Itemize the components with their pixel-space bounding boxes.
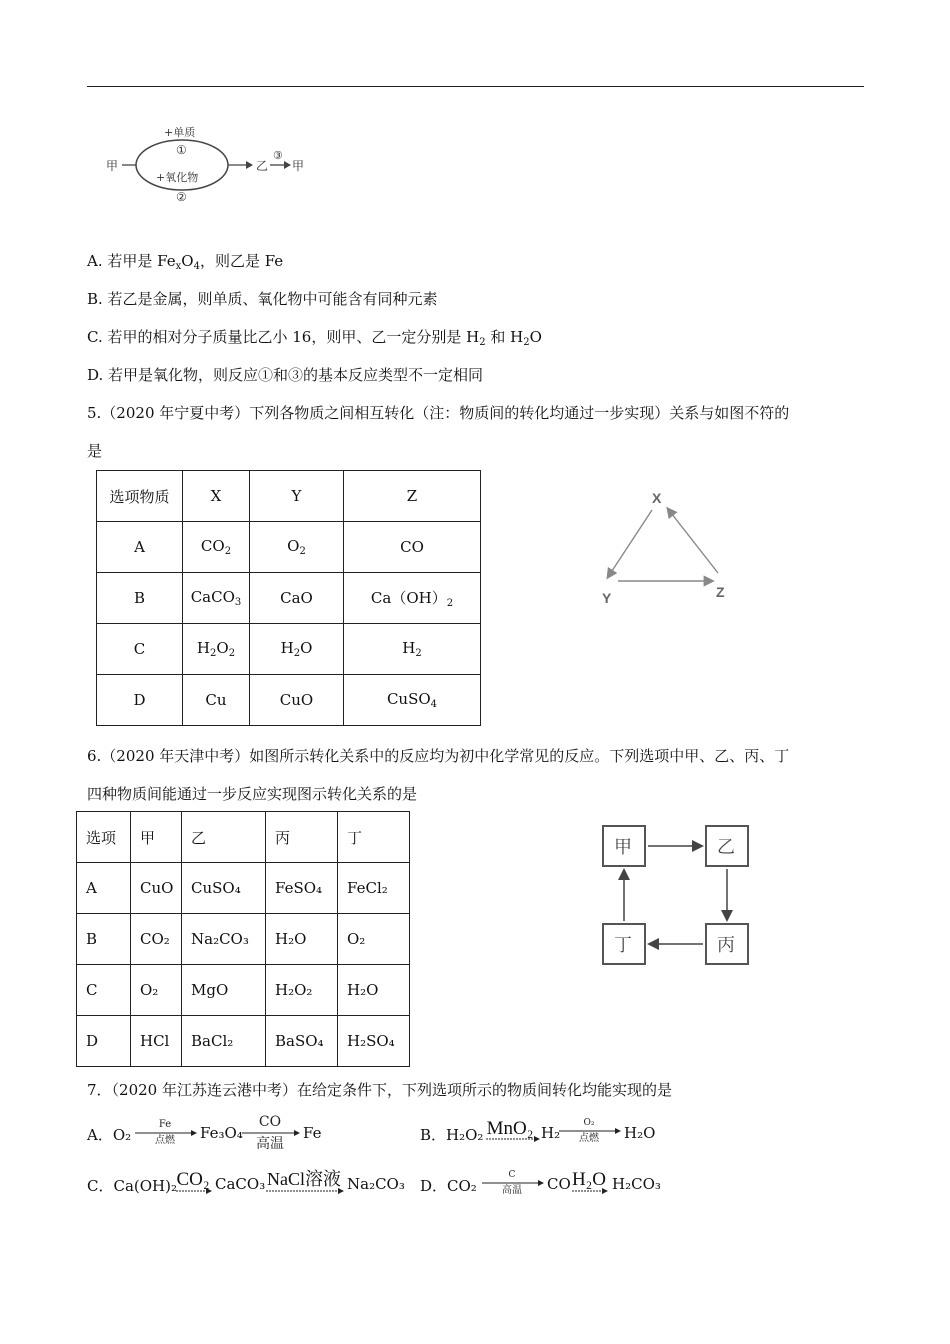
fig4-circle3: ③: [273, 149, 283, 162]
table-row: [77, 1016, 410, 1067]
table-row: [97, 471, 481, 522]
q5-cell: A: [97, 522, 183, 573]
q7-option-b-label: B．H₂O₂: [420, 1126, 484, 1144]
q6-label-jia: 甲: [614, 837, 632, 858]
q5-header-cell: 选项物质: [97, 471, 183, 522]
q6-cell: BaSO₄: [266, 1016, 338, 1067]
q7-c-arrow1: [172, 1164, 216, 1196]
q7-a-mid: Fe₃O₄: [200, 1124, 243, 1142]
q7-c-end: Na₂CO₃: [347, 1175, 405, 1193]
q7-b-end: H₂O: [624, 1124, 656, 1142]
q6-cell: C: [77, 965, 131, 1016]
fig4-left-label: 甲: [106, 159, 119, 173]
q7-d-arrow1: [480, 1164, 546, 1196]
header-rule: [87, 86, 864, 87]
fig4-circle2: ②: [176, 190, 187, 204]
q5-stem-line2: 是: [87, 442, 103, 460]
q7-c-arrow2: [264, 1164, 346, 1196]
q5-arrow-x-to-y: [608, 510, 652, 577]
q6-cell: H₂SO₄: [338, 1016, 410, 1067]
table-row: [77, 863, 410, 914]
q7-a-over1: Fe: [158, 1119, 172, 1130]
q5-arrow-z-to-x: [668, 509, 718, 573]
q7-b-over2: O₂: [583, 1118, 595, 1128]
fig4-circle1: ①: [176, 143, 187, 157]
q7-option-c-label: C．Ca(OH)₂: [87, 1177, 177, 1195]
q5-cell: CO: [344, 522, 481, 573]
q6-cell: MgO: [182, 965, 266, 1016]
q7-d-over1: C: [508, 1170, 516, 1180]
q6-cell: CuO: [131, 863, 182, 914]
q6-cell: CO₂: [131, 914, 182, 965]
q6-label-yi: 乙: [717, 837, 735, 858]
fig4-top-label: +单质: [164, 126, 196, 139]
q6-table: [76, 811, 410, 1067]
q4-option-c: C. 若甲的相对分子质量比乙小 16，则甲、乙一定分别是 $H_2$ 和 $H_2O$: [87, 328, 542, 348]
q5-label-x: X: [652, 490, 662, 506]
table-row: [77, 965, 410, 1016]
q5-cell: CaCO$_3$: [183, 573, 250, 624]
q7-a-under2: 高温: [256, 1136, 284, 1152]
q6-cell: A: [77, 863, 131, 914]
q7-c-over2: NaCl溶液: [267, 1169, 341, 1189]
fig4-right-label: 甲: [292, 159, 305, 173]
q7-d-end: H₂CO₃: [612, 1175, 661, 1193]
q6-header-cell: 丁: [338, 812, 410, 863]
q5-cell: $CO_2$: [183, 522, 250, 573]
q6-label-bing: 丙: [717, 935, 735, 956]
q7-a-end: Fe: [303, 1124, 322, 1142]
q7-d-under1: 高温: [502, 1185, 522, 1196]
q6-header-cell: 乙: [182, 812, 266, 863]
q5-cell: $Ca(OH)_2$: [344, 573, 481, 624]
q7-b-over1: MnO₂: [486, 1118, 534, 1139]
q5-stem-line1: 5.（2020 年宁夏中考）下列各物质之间相互转化（注：物质间的转化均通过一步实现）关系与如图不符的: [87, 404, 790, 422]
q7-b-under2: 点燃: [579, 1133, 599, 1144]
q5-cell: B: [97, 573, 183, 624]
q6-header-cell: 选项: [77, 812, 131, 863]
q4-option-b: B. 若乙是金属，则单质、氧化物中可能含有同种元素: [87, 290, 438, 308]
q6-header-cell: 甲: [131, 812, 182, 863]
q6-stem-line1: 6.（2020 年天津中考）如图所示转化关系中的反应均为初中化学常见的反应。下列选项中甲、乙、丙、丁: [87, 747, 790, 765]
q7-d-mid: CO: [547, 1175, 571, 1193]
q6-cell: O₂: [338, 914, 410, 965]
q5-label-z: Z: [716, 584, 725, 600]
q6-cell: BaCl₂: [182, 1016, 266, 1067]
table-row: [77, 914, 410, 965]
q5-label-y: Y: [602, 590, 612, 606]
q7-b-arrow1: [484, 1114, 542, 1144]
q4-option-d: D. 若甲是氧化物，则反应①和③的基本反应类型不一定相同: [87, 366, 484, 384]
fig4-bottom-label: +氧化物: [156, 171, 199, 184]
q6-cell: D: [77, 1016, 131, 1067]
q5-cell: $H_2O$: [250, 624, 344, 675]
q5-cell: $H_2$: [344, 624, 481, 675]
q5-header-cell: X: [183, 471, 250, 522]
q5-cell: $H_2O_2$: [183, 624, 250, 675]
table-row: [97, 675, 481, 726]
table-row: [97, 522, 481, 573]
q7-c-mid: CaCO₃: [215, 1175, 266, 1193]
q6-cell: FeCl₂: [338, 863, 410, 914]
fig4-transform-diagram: [100, 118, 310, 210]
q7-stem: 7．（2020 年江苏连云港中考）在给定条件下，下列选项所示的物质间转化均能实现的是: [87, 1081, 672, 1099]
q7-b-mid: H₂: [541, 1124, 561, 1142]
fig4-middle-label: 乙: [256, 159, 269, 173]
q4-option-a: A. 若甲是 $Fe_xO_4$，则乙是 Fe: [87, 252, 284, 272]
q7-option-a-label: A．O₂: [87, 1126, 132, 1144]
q6-cell: Na₂CO₃: [182, 914, 266, 965]
q5-cell: Cu: [183, 675, 250, 726]
q7-a-under1: 点燃: [155, 1135, 175, 1144]
table-row: [97, 573, 481, 624]
q5-cell: CuSO$_4$: [344, 675, 481, 726]
q5-cell: CaO: [250, 573, 344, 624]
table-row: [97, 624, 481, 675]
q7-option-d-label: D．CO₂: [420, 1177, 477, 1195]
q5-cell: D: [97, 675, 183, 726]
q6-square-diagram: [598, 820, 758, 972]
q5-header-cell: Z: [344, 471, 481, 522]
q7-a-arrow2: [240, 1110, 302, 1152]
q6-cell: H₂O: [338, 965, 410, 1016]
q7-d-over2: H₂O: [571, 1169, 607, 1190]
q7-a-over2: CO: [258, 1114, 282, 1130]
q6-cell: FeSO₄: [266, 863, 338, 914]
q6-label-ding: 丁: [614, 935, 632, 956]
table-row: [77, 812, 410, 863]
q5-xyz-diagram: [590, 485, 740, 610]
q7-d-arrow2: [568, 1164, 612, 1196]
q6-header-cell: 丙: [266, 812, 338, 863]
q6-stem-line2: 四种物质间能通过一步反应实现图示转化关系的是: [87, 785, 418, 803]
q6-cell: H₂O₂: [266, 965, 338, 1016]
q6-cell: HCl: [131, 1016, 182, 1067]
fig4-arrow3-head: [284, 161, 291, 169]
q5-cell: $O_2$: [250, 522, 344, 573]
q5-cell: C: [97, 624, 183, 675]
q6-cell: B: [77, 914, 131, 965]
q7-a-arrow1: [133, 1114, 199, 1144]
q7-b-arrow2: [557, 1114, 623, 1144]
fig4-arrowhead: [246, 161, 253, 169]
q6-cell: O₂: [131, 965, 182, 1016]
q6-cell: CuSO₄: [182, 863, 266, 914]
q5-table: [96, 470, 481, 726]
q6-cell: H₂O: [266, 914, 338, 965]
q5-cell: CuO: [250, 675, 344, 726]
q5-header-cell: Y: [250, 471, 344, 522]
q7-c-over1: CO₂: [176, 1169, 210, 1190]
